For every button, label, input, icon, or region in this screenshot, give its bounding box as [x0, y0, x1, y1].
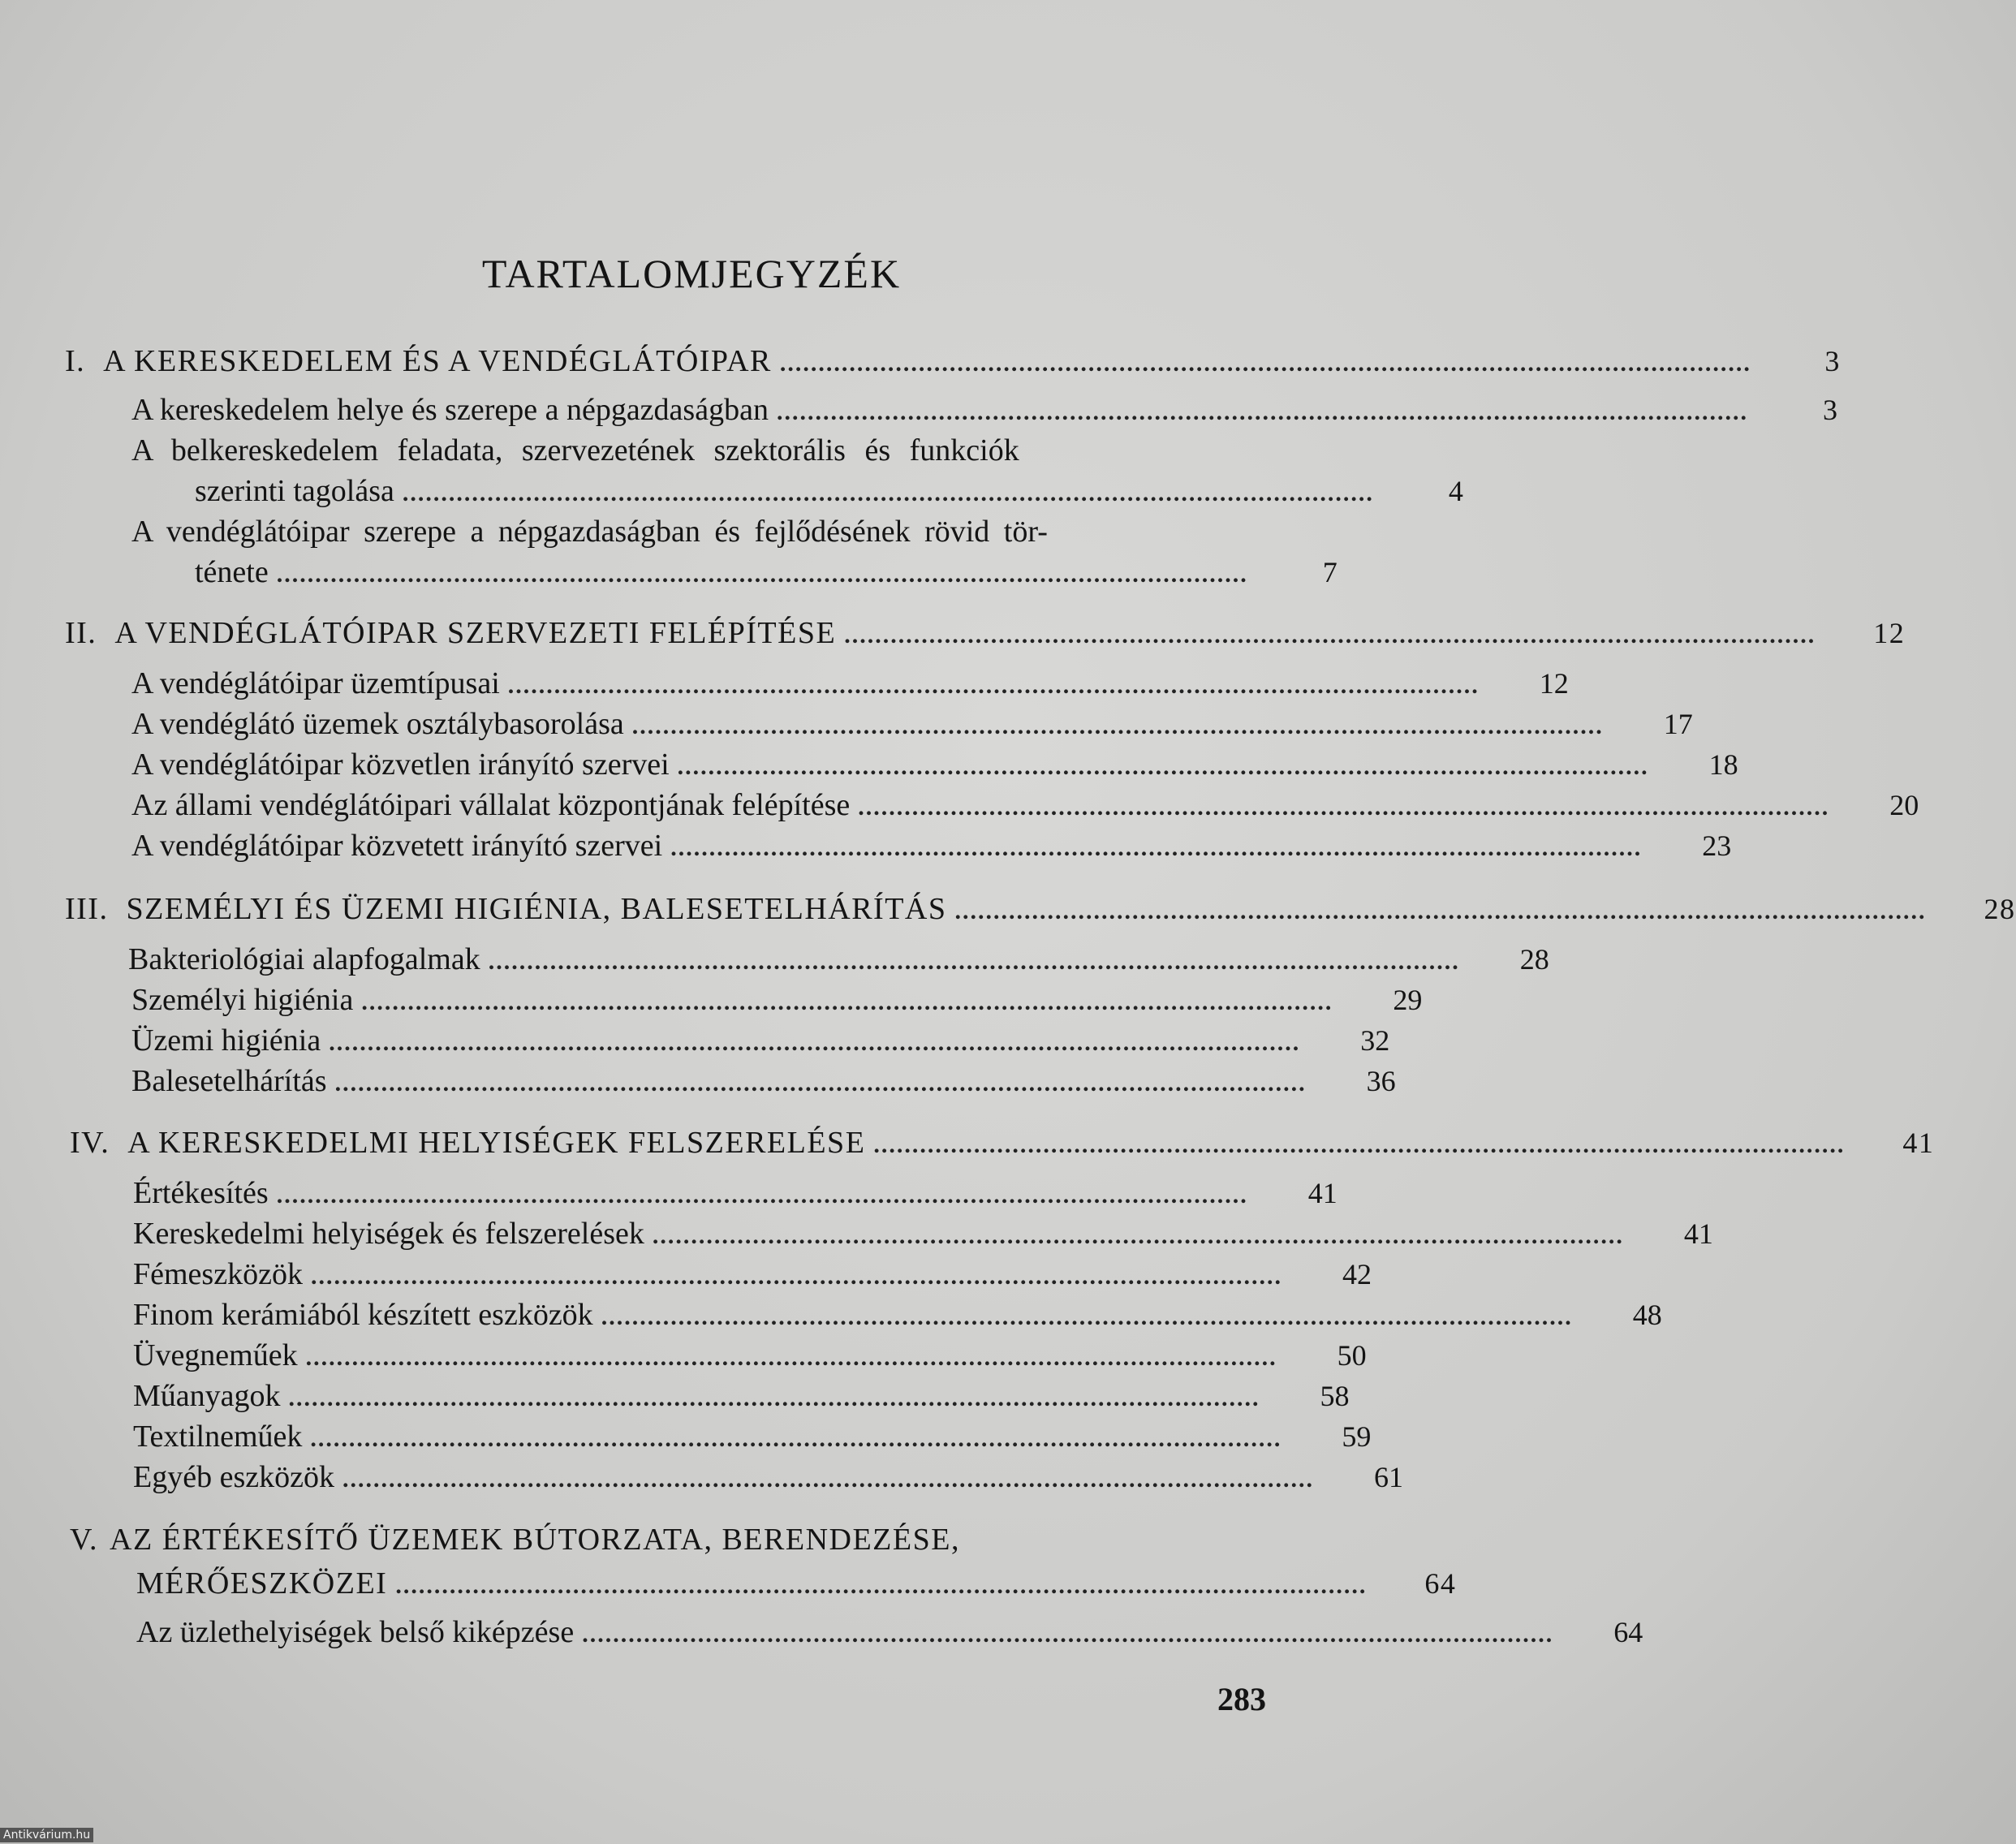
- leader-dots: ..............................................................................................................................: [844, 622, 1816, 648]
- entry-title-line2: ténete: [195, 555, 269, 589]
- entry-title: Fémeszközök: [133, 1257, 303, 1291]
- leader-dots: ..............................................................................................................................: [276, 1182, 1248, 1209]
- page-ref: 3: [1824, 345, 1841, 377]
- leader-dots: ..............................................................................................................................: [334, 1070, 1307, 1096]
- chapter-number: I.: [65, 344, 86, 378]
- entry-title: Egyéb eszközök: [133, 1460, 334, 1494]
- toc-entry: [131, 744, 1738, 787]
- chapter-title: A KERESKEDELEM ÉS A VENDÉGLÁTÓIPAR: [103, 344, 772, 378]
- entry-title: A vendéglátóipar közvetlen irányító szervei: [131, 748, 670, 782]
- chapter-number: III.: [65, 892, 109, 926]
- toc-entry: [133, 1254, 1372, 1297]
- toc-chapter-4: [70, 1122, 1935, 1165]
- toc-entry: [133, 1457, 1403, 1500]
- toc-chapter-5: [70, 1519, 960, 1560]
- page-ref: 41: [1683, 1217, 1713, 1250]
- page-ref: 3: [1822, 394, 1837, 426]
- page-ref: 29: [1393, 984, 1423, 1016]
- chapter-number: V.: [70, 1523, 99, 1557]
- page-ref: 36: [1366, 1065, 1396, 1097]
- page-ref: 20: [1889, 789, 1919, 821]
- leader-dots: ..............................................................................................................................: [402, 480, 1374, 506]
- leader-dots: ..............................................................................................................................: [779, 350, 1751, 377]
- chapter-title: A VENDÉGLÁTÓIPAR SZERVEZETI FELÉPÍTÉSE: [114, 616, 837, 650]
- toc-entry: [195, 471, 1463, 514]
- page-ref: 64: [1613, 1616, 1643, 1648]
- page-ref: 17: [1663, 708, 1693, 740]
- entry-title: Műanyagok: [133, 1379, 281, 1413]
- leader-dots: ..............................................................................................................................: [276, 561, 1248, 588]
- chapter-title: A KERESKEDELMI HELYISÉGEK FELSZERELÉSE: [127, 1126, 866, 1160]
- page-ref: 12: [1873, 617, 1906, 649]
- toc-entry: [131, 825, 1732, 868]
- entry-title: Bakteriológiai alapfogalmak: [128, 942, 480, 976]
- page-ref: 50: [1337, 1339, 1367, 1372]
- page-ref: 41: [1307, 1177, 1338, 1209]
- toc-entry: [131, 980, 1423, 1023]
- leader-dots: ..............................................................................................................................: [954, 898, 1927, 924]
- page-ref: 42: [1342, 1258, 1372, 1290]
- toc-entry: [195, 552, 1338, 595]
- entry-title: Balesetelhárítás: [131, 1064, 327, 1098]
- toc-entry: [136, 1612, 1643, 1655]
- entry-title: A vendéglátó üzemek osztálybasorolása: [131, 707, 624, 741]
- leader-dots: ..............................................................................................................................: [652, 1222, 1624, 1249]
- page-ref: 32: [1360, 1024, 1390, 1057]
- page-ref: 64: [1424, 1567, 1457, 1600]
- leader-dots: ..............................................................................................................................: [631, 713, 1604, 739]
- entry-title: Textilneműek: [133, 1420, 303, 1454]
- toc-entry: [133, 1376, 1350, 1419]
- leader-dots: ..............................................................................................................................: [310, 1263, 1282, 1290]
- entry-title: Finom kerámiából készített eszközök: [133, 1298, 593, 1332]
- leader-dots: ..............................................................................................................................: [288, 1385, 1260, 1411]
- entry-title-line2: szerinti tagolása: [195, 474, 394, 508]
- page-ref: 59: [1342, 1420, 1372, 1453]
- toc-entry: [133, 1173, 1338, 1216]
- toc-chapter-2: [65, 613, 1906, 656]
- toc-entry: [133, 1213, 1713, 1256]
- toc-chapter-3: [65, 889, 2016, 932]
- toc-entry: [133, 1416, 1372, 1459]
- leader-dots: ..............................................................................................................................: [858, 794, 1830, 821]
- chapter-title: SZEMÉLYI ÉS ÜZEMI HIGIÉNIA, BALESETELHÁRÍTÁS: [126, 892, 947, 926]
- leader-dots: ..............................................................................................................................: [677, 753, 1649, 780]
- page-ref: 41: [1902, 1127, 1935, 1159]
- entry-title: Értékesítés: [133, 1176, 269, 1210]
- entry-title: Üvegneműek: [133, 1338, 298, 1372]
- toc-entry: [133, 1335, 1367, 1378]
- leader-dots: ..............................................................................................................................: [395, 1572, 1368, 1599]
- toc-chapter-1: [65, 341, 1841, 384]
- toc-entry: [131, 1061, 1396, 1104]
- leader-dots: ..............................................................................................................................: [329, 1029, 1301, 1056]
- toc-chapter-5-cont: [136, 1563, 1457, 1606]
- leader-dots: ..............................................................................................................................: [873, 1131, 1846, 1158]
- leader-dots: ..............................................................................................................................: [776, 399, 1748, 425]
- entry-title: Üzemi higiénia: [131, 1023, 321, 1058]
- toc-entry: [131, 1020, 1390, 1063]
- page-ref: 7: [1322, 556, 1338, 588]
- chapter-number: IV.: [70, 1126, 110, 1160]
- leader-dots: ..............................................................................................................................: [507, 672, 1480, 699]
- page-ref: 23: [1702, 829, 1732, 862]
- chapter-title-line2: MÉRŐESZKÖZEI: [136, 1566, 388, 1601]
- page-ref: 18: [1708, 748, 1738, 781]
- leader-dots: ..............................................................................................................................: [310, 1425, 1282, 1452]
- toc-entry: [131, 785, 1919, 828]
- page-ref: 12: [1539, 667, 1569, 700]
- page-ref: 58: [1320, 1380, 1350, 1412]
- toc-entry: [131, 390, 1837, 433]
- page-ref: 28: [1519, 943, 1549, 976]
- entry-title: Kereskedelmi helyiségek és felszerelések: [133, 1217, 644, 1251]
- leader-dots: ..............................................................................................................................: [488, 948, 1460, 975]
- entry-title: Az üzlethelyiségek belső kiképzése: [136, 1615, 575, 1649]
- page-ref: 4: [1448, 475, 1463, 507]
- watermark: Antikvárium.hu: [0, 1828, 93, 1842]
- entry-title-line1: A belkereskedelem feladata, szervezetének szektorális és funkciók: [131, 433, 1019, 467]
- leader-dots: ..............................................................................................................................: [342, 1466, 1314, 1493]
- page-ref: 28: [1984, 893, 2016, 925]
- toc-entry: [133, 1295, 1662, 1338]
- entry-title: A vendéglátóipar közvetett irányító szervei: [131, 829, 663, 863]
- page-ref: 48: [1632, 1299, 1662, 1331]
- entry-title: A kereskedelem helye és szerepe a népgazdaságban: [131, 393, 769, 427]
- page-number: 283: [1217, 1681, 1266, 1717]
- entry-title: A vendéglátóipar üzemtípusai: [131, 666, 500, 700]
- chapter-title-line1: AZ ÉRTÉKESÍTŐ ÜZEMEK BÚTORZATA, BERENDEZÉSE,: [110, 1523, 960, 1557]
- page-title: TARTALOMJEGYZÉK: [481, 251, 902, 296]
- leader-dots: ..............................................................................................................................: [582, 1621, 1554, 1648]
- entry-title-line1: A vendéglátóipar szerepe a népgazdaságban és fejlődésének rövid tör-: [131, 515, 1048, 549]
- toc-entry: [131, 704, 1693, 747]
- entry-title: Az állami vendéglátóipari vállalat központjának felépítése: [131, 788, 851, 822]
- entry-title: Személyi higiénia: [131, 983, 354, 1017]
- toc-entry: [128, 939, 1549, 982]
- leader-dots: ..............................................................................................................................: [601, 1303, 1573, 1330]
- leader-dots: ..............................................................................................................................: [670, 834, 1643, 861]
- leader-dots: ..............................................................................................................................: [361, 989, 1333, 1015]
- leader-dots: ..............................................................................................................................: [305, 1344, 1277, 1371]
- toc-entry: [131, 663, 1569, 706]
- chapter-number: II.: [65, 616, 97, 650]
- page-ref: 61: [1373, 1461, 1403, 1493]
